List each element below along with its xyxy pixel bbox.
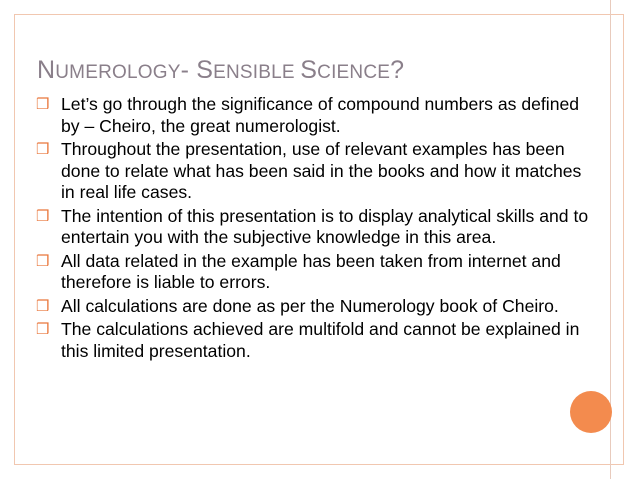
bullet-text: The intention of this presentation is to display analytical skills and to entertain you with the subjective knowledge in this area. (61, 205, 589, 247)
slide-title (37, 56, 404, 85)
title-part: S (196, 56, 214, 84)
bullet-text: All data related in the example has been taken from internet and therefore is liable to errors. (61, 250, 561, 292)
bullet-text: Let’s go through the significance of compound numbers as defined by – Cheiro, the great numerologist. (61, 94, 580, 136)
title-part: - (180, 56, 197, 84)
bullet-item (36, 251, 596, 294)
bullet-item (36, 296, 596, 318)
bullet-marker-icon: ❒ (36, 207, 50, 225)
bullet-marker-icon: ❒ (36, 252, 50, 270)
bullet-item (36, 206, 596, 249)
bullet-text: The calculations achieved are multifold and cannot be explained in this limited presentation. (61, 319, 580, 361)
title-part: CIENCE (317, 62, 391, 83)
bullet-item (36, 139, 596, 204)
title-part: N (37, 56, 56, 84)
bullet-list (36, 94, 596, 364)
title-part: S (300, 56, 318, 84)
title-part: UMEROLOGY (55, 62, 181, 83)
bullet-item (36, 319, 596, 362)
title-part: ? (390, 56, 405, 84)
bullet-marker-icon: ❒ (36, 96, 50, 113)
bullet-item (36, 94, 596, 137)
bullet-text: Throughout the presentation, use of relevant examples has been done to relate what has been said in the books and how it matches in real life cases. (61, 139, 582, 202)
bullet-marker-icon: ❒ (36, 321, 50, 338)
decorative-circle-icon (570, 391, 612, 433)
bullet-marker-icon: ❒ (36, 141, 50, 158)
bullet-text: All calculations are done as per the Numerology book of Cheiro. (61, 295, 559, 316)
title-part: ENSIBLE (213, 62, 301, 83)
bullet-marker-icon: ❒ (36, 297, 50, 315)
